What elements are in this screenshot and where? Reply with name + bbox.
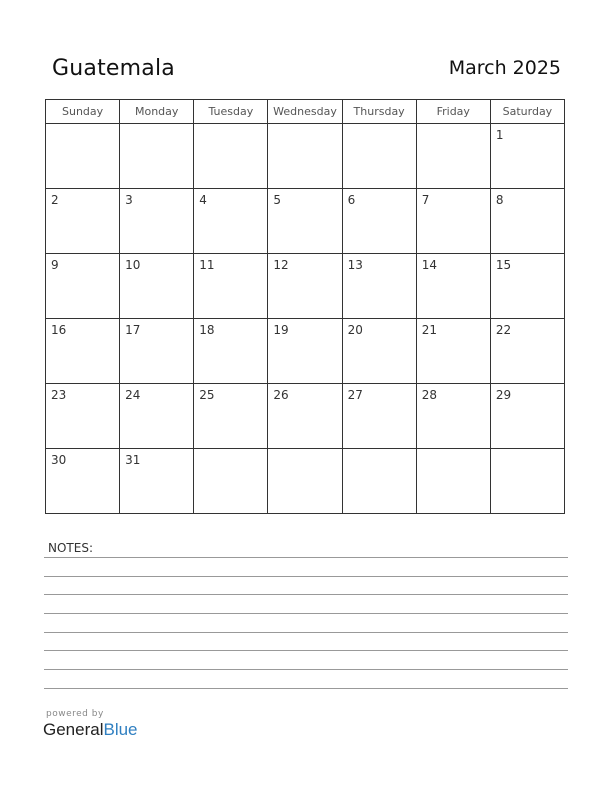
day-cell <box>268 384 342 449</box>
day-number <box>46 124 119 128</box>
day-cell <box>120 254 194 319</box>
day-cell <box>490 319 564 384</box>
day-number: 17 <box>125 323 141 337</box>
day-cell <box>416 254 490 319</box>
day-cell <box>194 319 268 384</box>
day-number: 11 <box>199 258 215 272</box>
week-row-4 <box>46 319 565 384</box>
day-cell <box>490 189 564 254</box>
notes-line <box>44 632 568 633</box>
day-number: 12 <box>273 258 289 272</box>
day-number: 23 <box>51 388 67 402</box>
day-number: 7 <box>421 193 430 207</box>
week-row-3 <box>46 254 565 319</box>
day-cell <box>46 449 120 514</box>
generalblue-logo[interactable] <box>43 720 138 740</box>
day-number <box>120 124 193 128</box>
weekday-friday: Friday <box>416 100 490 124</box>
day-cell <box>490 254 564 319</box>
notes-line <box>44 669 568 670</box>
notes-line <box>44 594 568 595</box>
notes-line <box>44 557 568 558</box>
day-cell <box>268 254 342 319</box>
day-number <box>343 124 416 128</box>
day-number: 27 <box>347 388 363 402</box>
day-number: 25 <box>199 388 215 402</box>
day-cell <box>194 384 268 449</box>
day-cell <box>194 124 268 189</box>
day-number <box>194 124 267 128</box>
weekday-wednesday: Wednesday <box>268 100 342 124</box>
weekday-sunday: Sunday <box>46 100 120 124</box>
day-cell <box>342 254 416 319</box>
day-cell <box>268 189 342 254</box>
day-cell <box>46 254 120 319</box>
day-number <box>343 449 416 453</box>
weekday-monday: Monday <box>120 100 194 124</box>
day-number: 6 <box>347 193 356 207</box>
day-number: 26 <box>273 388 289 402</box>
day-number: 18 <box>199 323 215 337</box>
week-row-6 <box>46 449 565 514</box>
day-cell <box>194 254 268 319</box>
day-number: 24 <box>125 388 141 402</box>
day-number: 4 <box>199 193 207 207</box>
day-cell <box>416 189 490 254</box>
day-number: 5 <box>273 193 282 207</box>
notes-line <box>44 688 568 689</box>
day-cell <box>120 384 194 449</box>
day-cell <box>268 449 342 514</box>
day-number: 29 <box>495 388 512 402</box>
day-cell <box>342 384 416 449</box>
day-cell <box>342 124 416 189</box>
day-number: 9 <box>51 258 59 272</box>
day-number <box>194 449 267 453</box>
day-number <box>268 124 341 128</box>
day-cell <box>194 189 268 254</box>
day-cell <box>46 189 120 254</box>
day-cell <box>120 124 194 189</box>
day-number: 20 <box>347 323 363 337</box>
country-title: Guatemala <box>52 56 175 81</box>
day-cell <box>194 449 268 514</box>
week-row-5 <box>46 384 565 449</box>
day-cell <box>342 449 416 514</box>
day-cell <box>46 124 120 189</box>
day-number: 22 <box>495 323 512 337</box>
day-cell <box>490 449 564 514</box>
notes-line <box>44 613 568 614</box>
day-cell <box>120 189 194 254</box>
day-cell <box>416 449 490 514</box>
day-number: 3 <box>125 193 133 207</box>
day-cell <box>490 124 564 189</box>
brand-part-blue: Blue <box>103 720 138 739</box>
weekday-tuesday: Tuesday <box>194 100 268 124</box>
day-cell <box>46 319 120 384</box>
day-number: 10 <box>125 258 141 272</box>
weekday-header-row <box>46 100 565 124</box>
day-number <box>417 124 490 128</box>
notes-line <box>44 576 568 577</box>
weekday-saturday: Saturday <box>490 100 564 124</box>
day-cell <box>268 319 342 384</box>
calendar-grid <box>45 99 565 514</box>
day-cell <box>46 384 120 449</box>
day-cell <box>490 384 564 449</box>
day-number: 21 <box>421 323 437 337</box>
day-number <box>417 449 490 453</box>
week-row-1 <box>46 124 565 189</box>
weekday-thursday: Thursday <box>342 100 416 124</box>
day-cell <box>416 124 490 189</box>
day-number: 14 <box>421 258 437 272</box>
day-cell <box>342 189 416 254</box>
day-cell <box>120 449 194 514</box>
notes-label: NOTES: <box>48 541 93 555</box>
day-number: 1 <box>495 128 504 142</box>
day-number: 19 <box>273 323 289 337</box>
brand-part-general: General <box>43 720 104 739</box>
day-number: 8 <box>495 193 504 207</box>
day-number: 2 <box>51 193 59 207</box>
day-cell <box>268 124 342 189</box>
day-number: 30 <box>51 453 67 467</box>
day-number: 31 <box>125 453 141 467</box>
day-number <box>491 449 564 453</box>
day-number: 13 <box>347 258 363 272</box>
day-cell <box>416 319 490 384</box>
month-year-title: March 2025 <box>448 57 561 79</box>
day-number <box>268 449 341 453</box>
powered-by-text: powered by <box>46 709 104 719</box>
day-number: 28 <box>421 388 437 402</box>
day-cell <box>416 384 490 449</box>
day-cell <box>120 319 194 384</box>
notes-line <box>44 650 568 651</box>
week-row-2 <box>46 189 565 254</box>
day-cell <box>342 319 416 384</box>
day-number: 16 <box>51 323 67 337</box>
day-number: 15 <box>495 258 512 272</box>
